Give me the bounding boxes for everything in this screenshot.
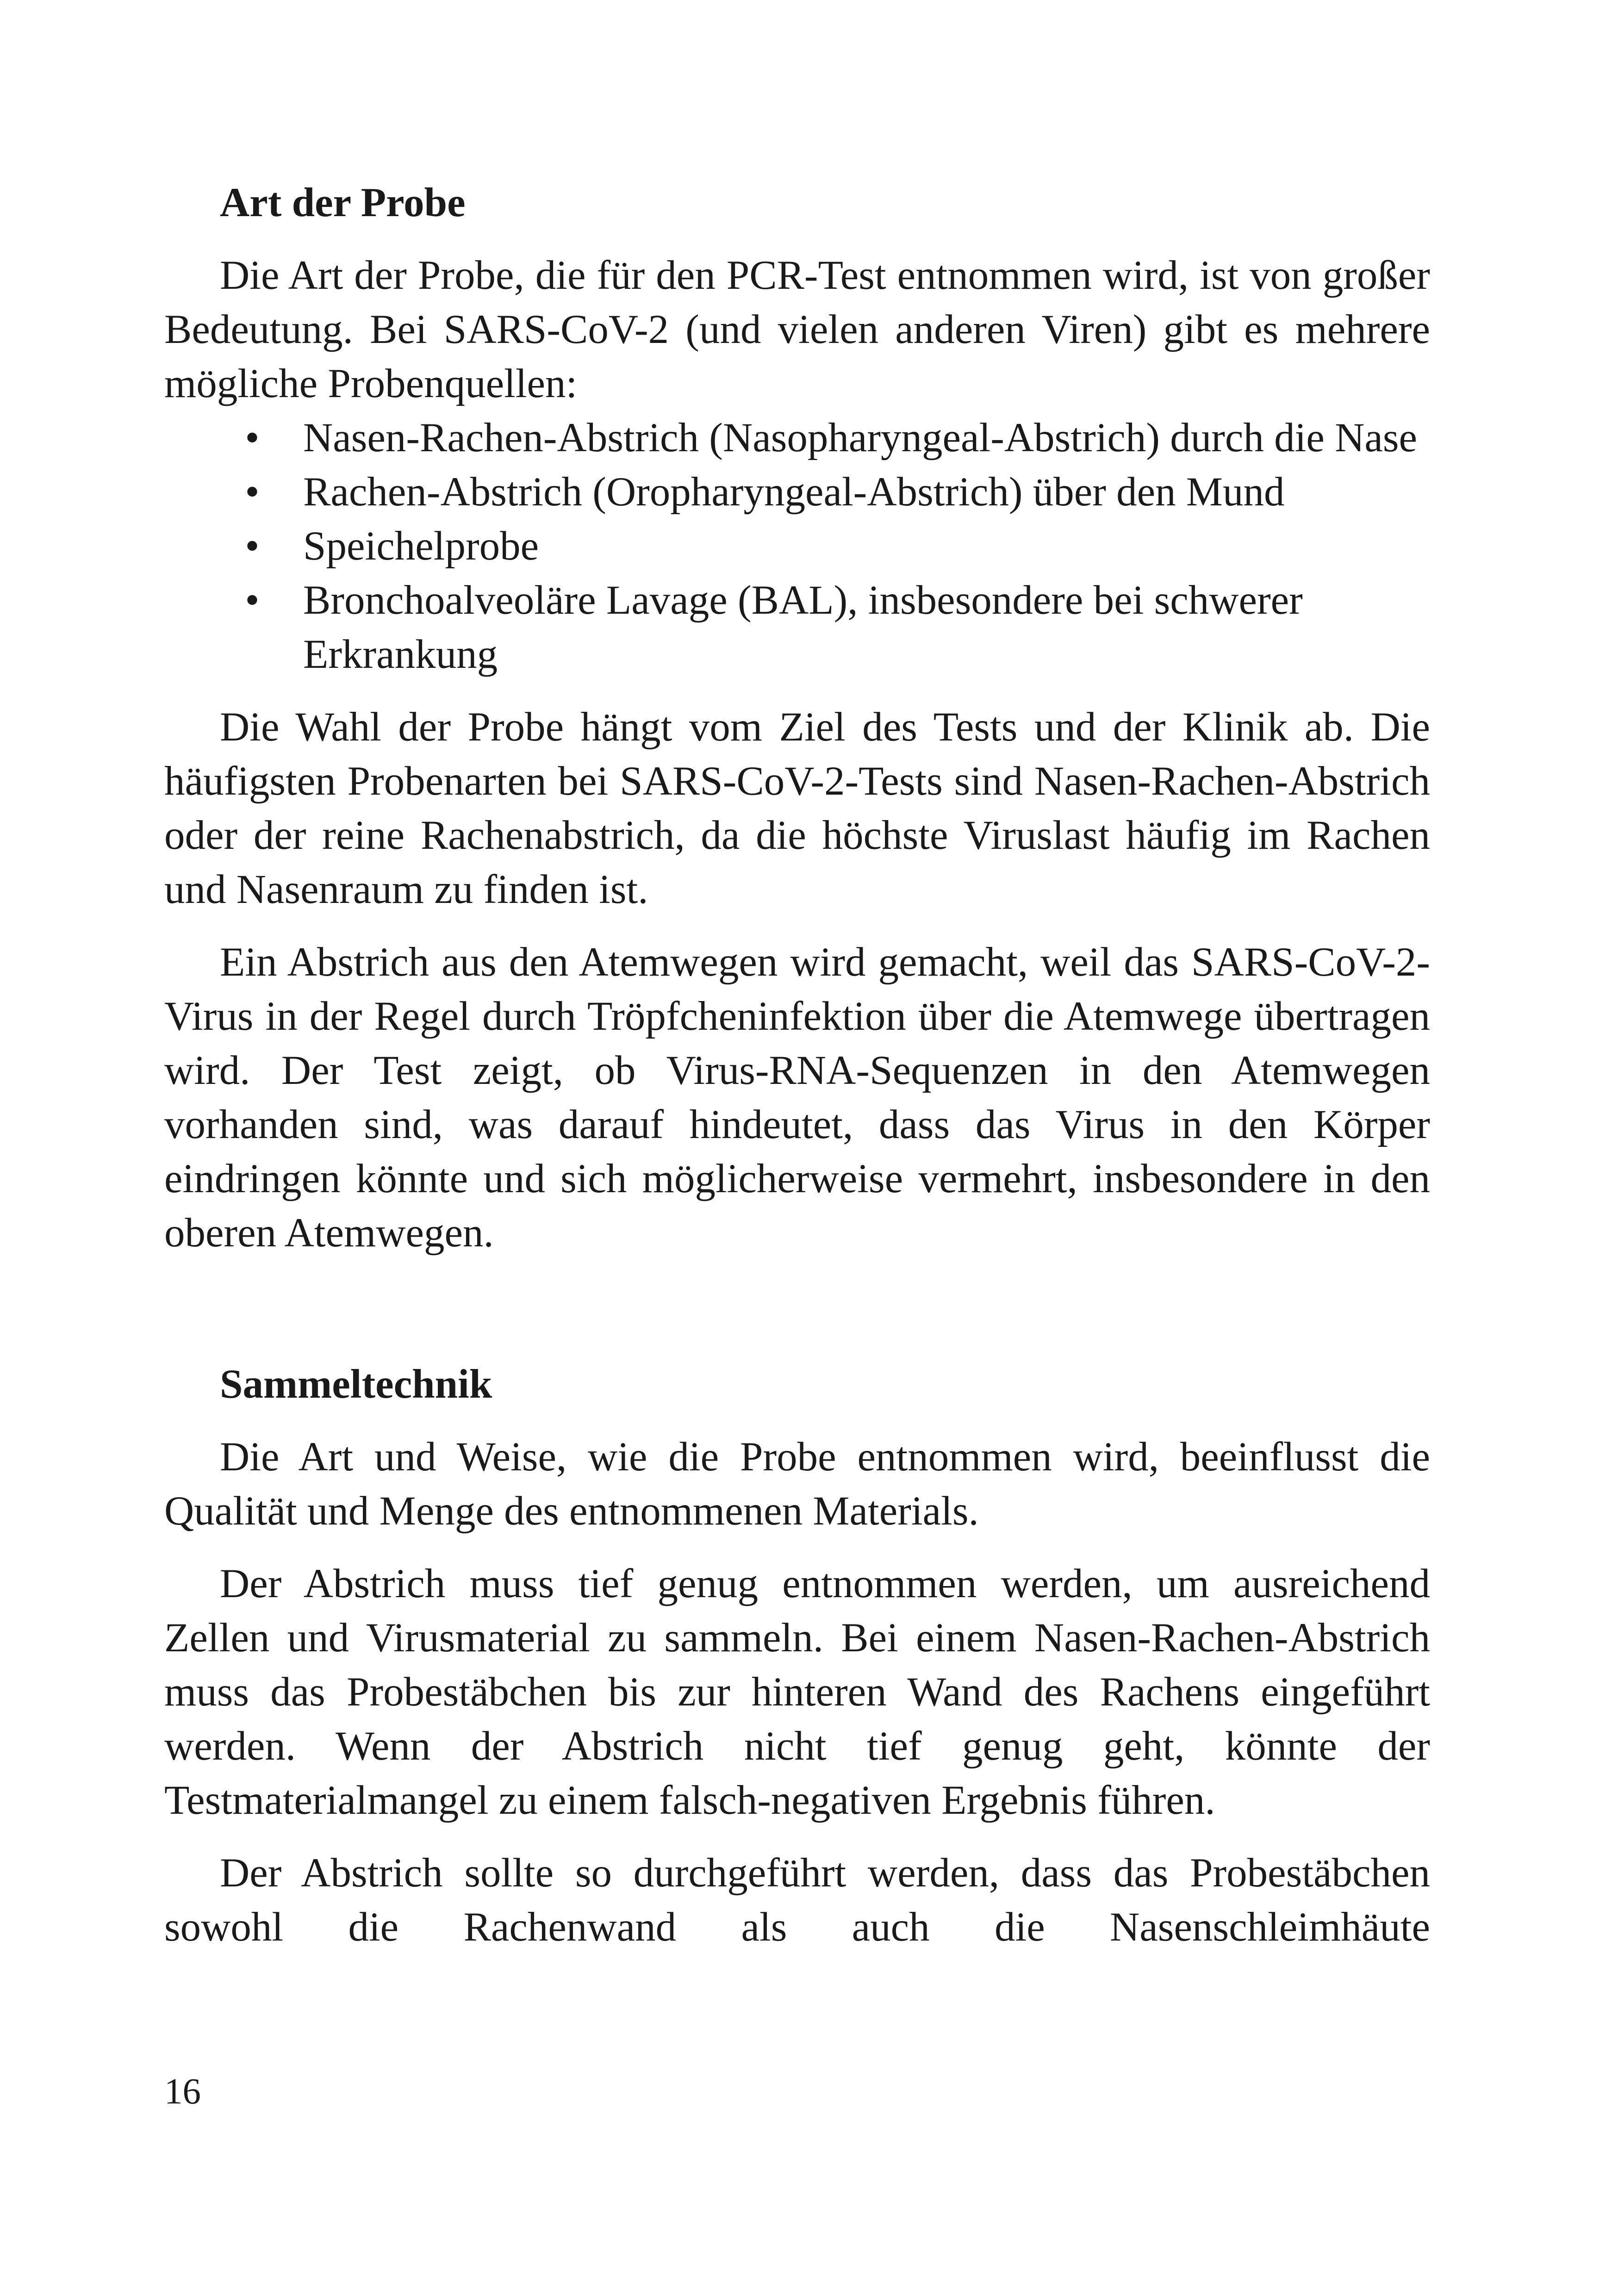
list-item — [164, 411, 1430, 465]
paragraph-abstrich-tiefe: Der Abstrich muss tief genug entnommen werden, um ausreichend Zellen und Virusmaterial zu sammeln. Bei einem Nasen-Rachen-Abstrich muss das Probestäbchen bis zur hinteren Wand des Rachens eingeführt werden. Wenn der Abstrich nicht tief genug geht, könnte der Testmaterialmangel zu einem falsch-negativen Ergebnis führen. — [164, 1561, 1430, 1823]
list-item-text: Speichelprobe — [303, 523, 539, 569]
list-item — [164, 465, 1430, 519]
list-item-text: Rachen-Abstrich (Oropharyngeal-Abstrich) über den Mund — [303, 469, 1285, 515]
list-item — [164, 573, 1430, 682]
section-heading-sammeltechnik: Sammeltechnik — [220, 1362, 492, 1407]
section-heading-art-der-probe: Art der Probe — [220, 180, 466, 225]
bullet-icon: • — [245, 415, 260, 460]
list-item-text: Nasen-Rachen-Abstrich (Nasopharyngeal-Abstrich) durch die Nase — [303, 415, 1418, 460]
section-spacer — [164, 1260, 1430, 1357]
bullet-icon: • — [245, 523, 260, 569]
list-item-text: Bronchoalveoläre Lavage (BAL), insbesondere bei schwerer Erkrankung — [303, 578, 1303, 677]
list-item — [164, 519, 1430, 573]
page-content — [164, 176, 1430, 1954]
paragraph-probenwahl: Die Wahl der Probe hängt vom Ziel des Tests und der Klinik ab. Die häufigsten Probenarten bei SARS-CoV-2-Tests sind Nasen-Rachen-Abstrich oder der reine Rachenabstrich, da die höchste Viruslast häufig im Rachen und Nasenraum zu finden ist. — [164, 704, 1430, 912]
paragraph-entnahme: Die Art und Weise, wie die Probe entnommen wird, beeinflusst die Qualität und Menge des entnommenen Materials. — [164, 1434, 1430, 1534]
paragraph-intro: Die Art der Probe, die für den PCR-Test entnommen wird, ist von großer Bedeutung. Bei SARS-CoV-2 (und vielen anderen Viren) gibt es mehrere mögliche Probenquellen: — [164, 253, 1430, 406]
page-number: 16 — [164, 2072, 201, 2112]
paragraph-atemwege: Ein Abstrich aus den Atemwegen wird gemacht, weil das SARS-CoV-2-Virus in der Regel durch Tröpfcheninfektion über die Atemwege übertragen wird. Der Test zeigt, ob Virus-RNA-Sequenzen in den Atemwegen vorhanden sind, was darauf hindeutet, dass das Virus in den Körper eindringen könnte und sich möglicherweise vermehrt, insbesondere in den oberen Atemwegen. — [164, 940, 1430, 1256]
sample-source-list — [164, 411, 1430, 682]
paragraph-durchfuehrung: Der Abstrich sollte so durchgeführt werden, dass das Probestäbchen sowohl die Rachenwand als auch die Nasenschleimhäute — [164, 1850, 1430, 1950]
bullet-icon: • — [245, 469, 260, 515]
bullet-icon: • — [245, 578, 260, 623]
